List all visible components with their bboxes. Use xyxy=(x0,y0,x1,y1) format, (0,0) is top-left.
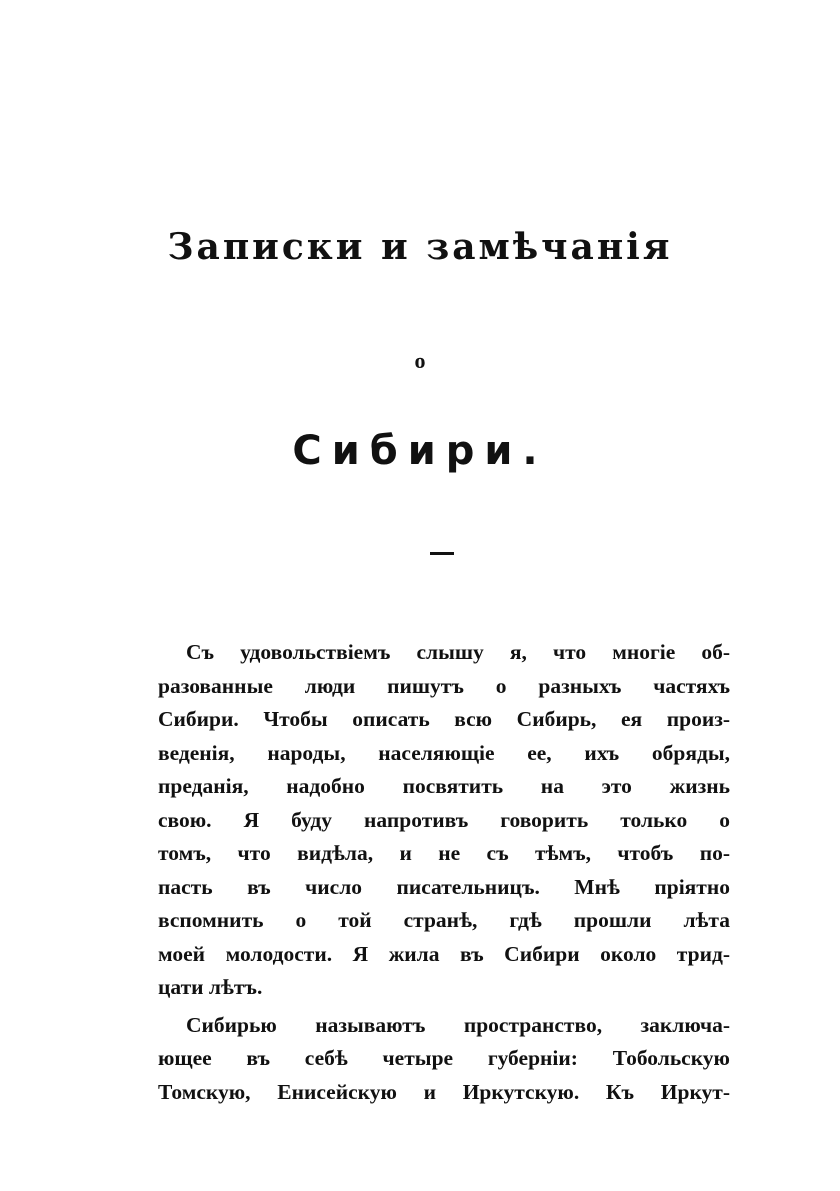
text-line: пасть въ число писательницъ. Мнѣ пріятно xyxy=(158,874,730,899)
body-text xyxy=(158,636,730,1109)
title-subject: Сибири. xyxy=(292,428,548,474)
text-line: Сибирью называютъ пространство, заключа- xyxy=(186,1012,730,1037)
text-line: томъ, что видѣла, и не съ тѣмъ, чтобъ по- xyxy=(158,841,730,865)
page-title: Записки и замѣчанія xyxy=(167,226,673,268)
text-line: преданія, надобно посвятить на это жизнь xyxy=(158,774,730,798)
text-line: Сибири. Чтобы описать всю Сибирь, ея произ- xyxy=(158,707,730,731)
text-line: вспомнить о той странѣ, гдѣ прошли лѣта xyxy=(158,908,730,932)
text-line: моей молодости. Я жила въ Сибири около трид- xyxy=(158,941,730,966)
text-line: Съ удовольствіемъ слышу я, что многіе об- xyxy=(186,640,730,664)
paragraph-2 xyxy=(158,1009,730,1110)
text-line: разованные люди пишутъ о разныхъ частяхъ xyxy=(158,673,730,698)
paragraph-1 xyxy=(158,636,730,1005)
text-line: свою. Я буду напротивъ говорить только о xyxy=(158,807,730,832)
text-line: цати лѣтъ. xyxy=(158,975,263,999)
text-line: Томскую, Енисейскую и Иркутскую. Къ Иркут- xyxy=(158,1079,730,1104)
text-line: веденія, народы, населяющіе ее, ихъ обряды, xyxy=(158,740,730,765)
section-divider xyxy=(430,552,454,555)
text-line: ющее въ себѣ четыре губерніи: Тобольскую xyxy=(158,1046,730,1070)
title-preposition: о xyxy=(414,348,426,373)
